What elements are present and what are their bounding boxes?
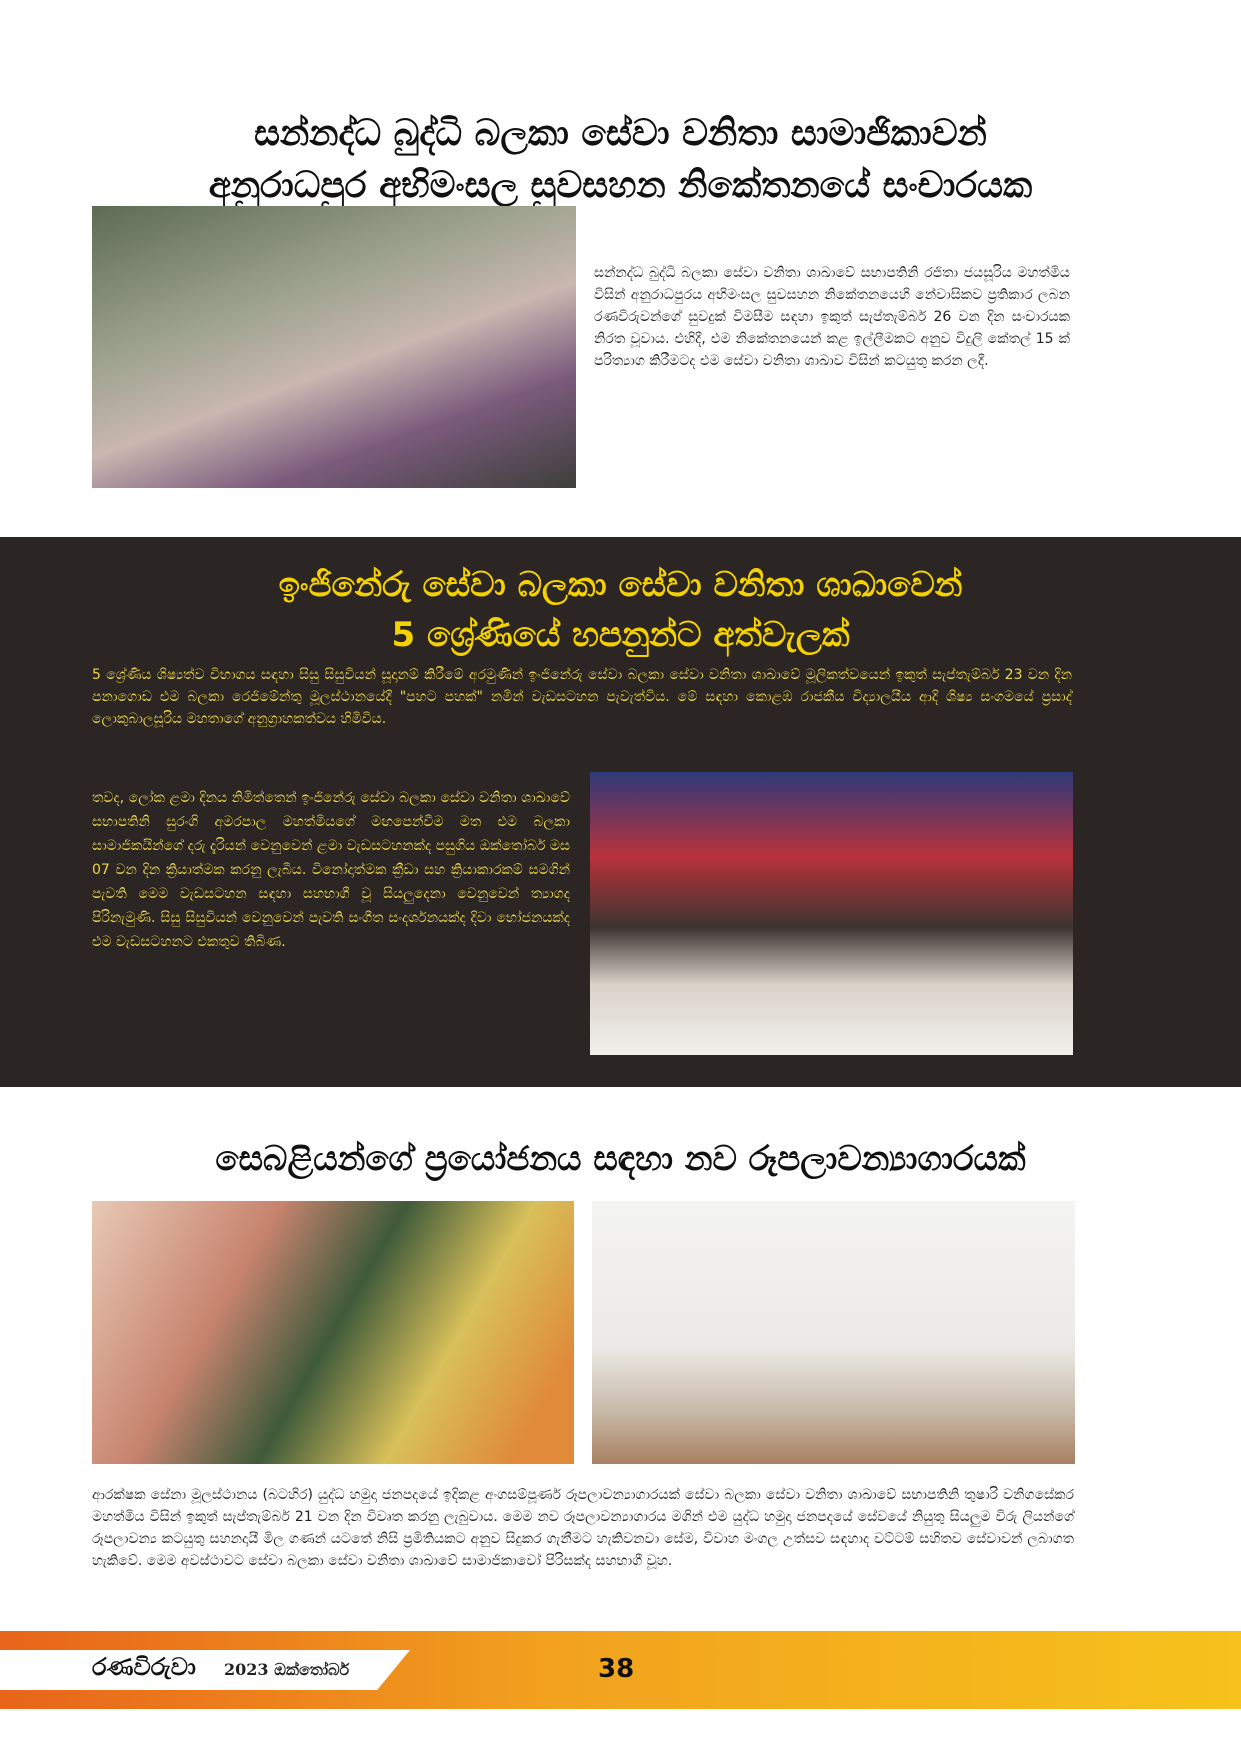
section1-title-line1: සන්නද්ධ බුද්ධි බලකා සේවා වනිතා සාමාජිකාවන් [254,113,987,154]
section2-body2: තවද, ලෝක ළමා දිනය නිමිත්තෙන් ඉංජිනේරු සේවා බලකා සේවා වනිතා ශාඛාවේ සභාපතිනි සුරංගි අමරපාල මහත්මියගේ මඟපෙන්වීම මත එම බලකා සාමාජිකයින්ගේ දරු දැරියන් වෙනුවෙන් ළමා වැඩසටහනක්ද පසුගිය ඔක්තෝබර් මස 07 වන දින ක්‍රියාත්මක කරනු ලැබීය. විනෝදාත්මක ක්‍රීඩා සහ ක්‍රියාකාරකම් සමගින් පැවති මෙම වැඩසටහන සඳහා සහභාගී වූ සියලුදෙනා වෙනුවෙන් ත්‍යාගද පිරිනැමුණි. සිසු සිසුවියන් වෙනුවෙන් පැවති සංගීත සංදර්ශනයක්ද දිවා භෝජනයක්ද එම වැඩසටහනට එකතුව තිබිණ. [92,790,570,950]
section2-title-line1: ඉංජිනේරු සේවා බලකා සේවා වනිතා ශාඛාවෙන් [278,565,963,605]
section2-title-line2: 5 ශ්‍රේණියේ හපනුන්ට අත්වැලක් [391,615,850,655]
section3-photo-opening [92,1201,574,1464]
section3-title: සෙබළියන්ගේ ප්‍රයෝජනය සඳහා නව රූපලාවන්‍යාගාරයක් [215,1139,1026,1179]
magazine-brand: රණවිරුවා [92,1652,196,1681]
page-number: 38 [598,1654,635,1684]
section3-photo-salon [592,1201,1075,1464]
section1-title [60,108,1181,212]
section2-body1: 5 ශ්‍රේණිය ශිෂ්‍යත්ව විභාගය සඳහා සිසු සිසුවියන් සූදානම් කිරීමේ අරමුණින් ඉංජිනේරු සේවා බලකා සේවා වනිතා ශාඛාවේ මූලිකත්වයෙන් ඉකුත් සැප්තැම්බර් 23 වන දින පනාගොඩ එම බලකා රෙජිමේන්තු මූලස්ථානයේදී "පහට පහක්" නමින් වැඩසටහන පැවැත්විය. මේ සඳහා කොළඹ රාජකීය විද්‍යාලයීය ආදි ශිෂ්‍ය සංගමයේ ප්‍රසාද් ලොකුබාලසූරිය මහතාගේ අනුග්‍රාහකත්වය හිමිවිය. [92,667,1072,727]
section3-body: ආරක්ෂක සේනා මූලස්ථානය (බටහිර) යුද්ධ හමුදා ජනපදයේ ඉදිකළ අංගසම්පූර්ණ රූපලාවන්‍යාගාරයක් සේවා බලකා සේවා වනිතා ශාඛාවේ සභාපතිනි තුෂාරි වනිගසේකර මහත්මිය විසින් ඉකුත් සැප්තැම්බර් 21 වන දින විවෘත කරනු ලැබුවාය. මෙම නව රූපලාවන්‍යාගාරය මගින් එම යුද්ධ හමුදා ජනපදයේ සේවයේ නියුතු සියලුම විරු ලියන්ගේ රූපලාවන්‍ය කටයුතු සහනදායී මිල ගණන් යටතේ නිසි ප්‍රමිතියකට අනුව සිදුකර ගැනීමට හැකිවනවා සේම, විවාහ මංගල උත්සව සඳහාද වට්ටම් සහිතව සේවාවන් ලබාගත හැකිවේ. මෙම අවස්ථාවට සේවා බලකා සේවා වනිතා ශාඛාවේ සාමාජිකාවෝ පිරිසක්ද සහභාගී වූහ. [92,1487,1074,1569]
section1-photo [92,206,576,488]
section1-title-line2: අනුරාධපුර අභිමංසල සුවසහන නිකේතනයේ සංචාරයක [208,165,1033,206]
section2-title [60,560,1181,660]
section2-photo [590,772,1073,1055]
section1-body: සන්නද්ධ බුද්ධි බලකා සේවා වනිතා ශාඛාවේ සභාපතිනි රජිතා ජයසූරිය මහත්මිය විසින් අනුරාධපුරය අභිමංසල සුවසහන නිකේතනයෙහි නේවාසිකව ප්‍රතිකාර ලබන රණවිරුවන්ගේ සුවදුක් විමසීම සඳහා ඉකුත් සැප්තැම්බර් 26 වන දින සංචාරයක නිරත වූවාය. එහිදී, එම නිකේතනයෙන් කළ ඉල්ලීමකට අනුව විදුලි කේතල් 15 ක් පරිත්‍යාග කිරීමටද එම සේවා වනිතා ශාඛාව විසින් කටයුතු කරන ලදී. [594,265,1070,369]
edition-label: 2023 ඔක්තෝබර් [224,1660,350,1679]
